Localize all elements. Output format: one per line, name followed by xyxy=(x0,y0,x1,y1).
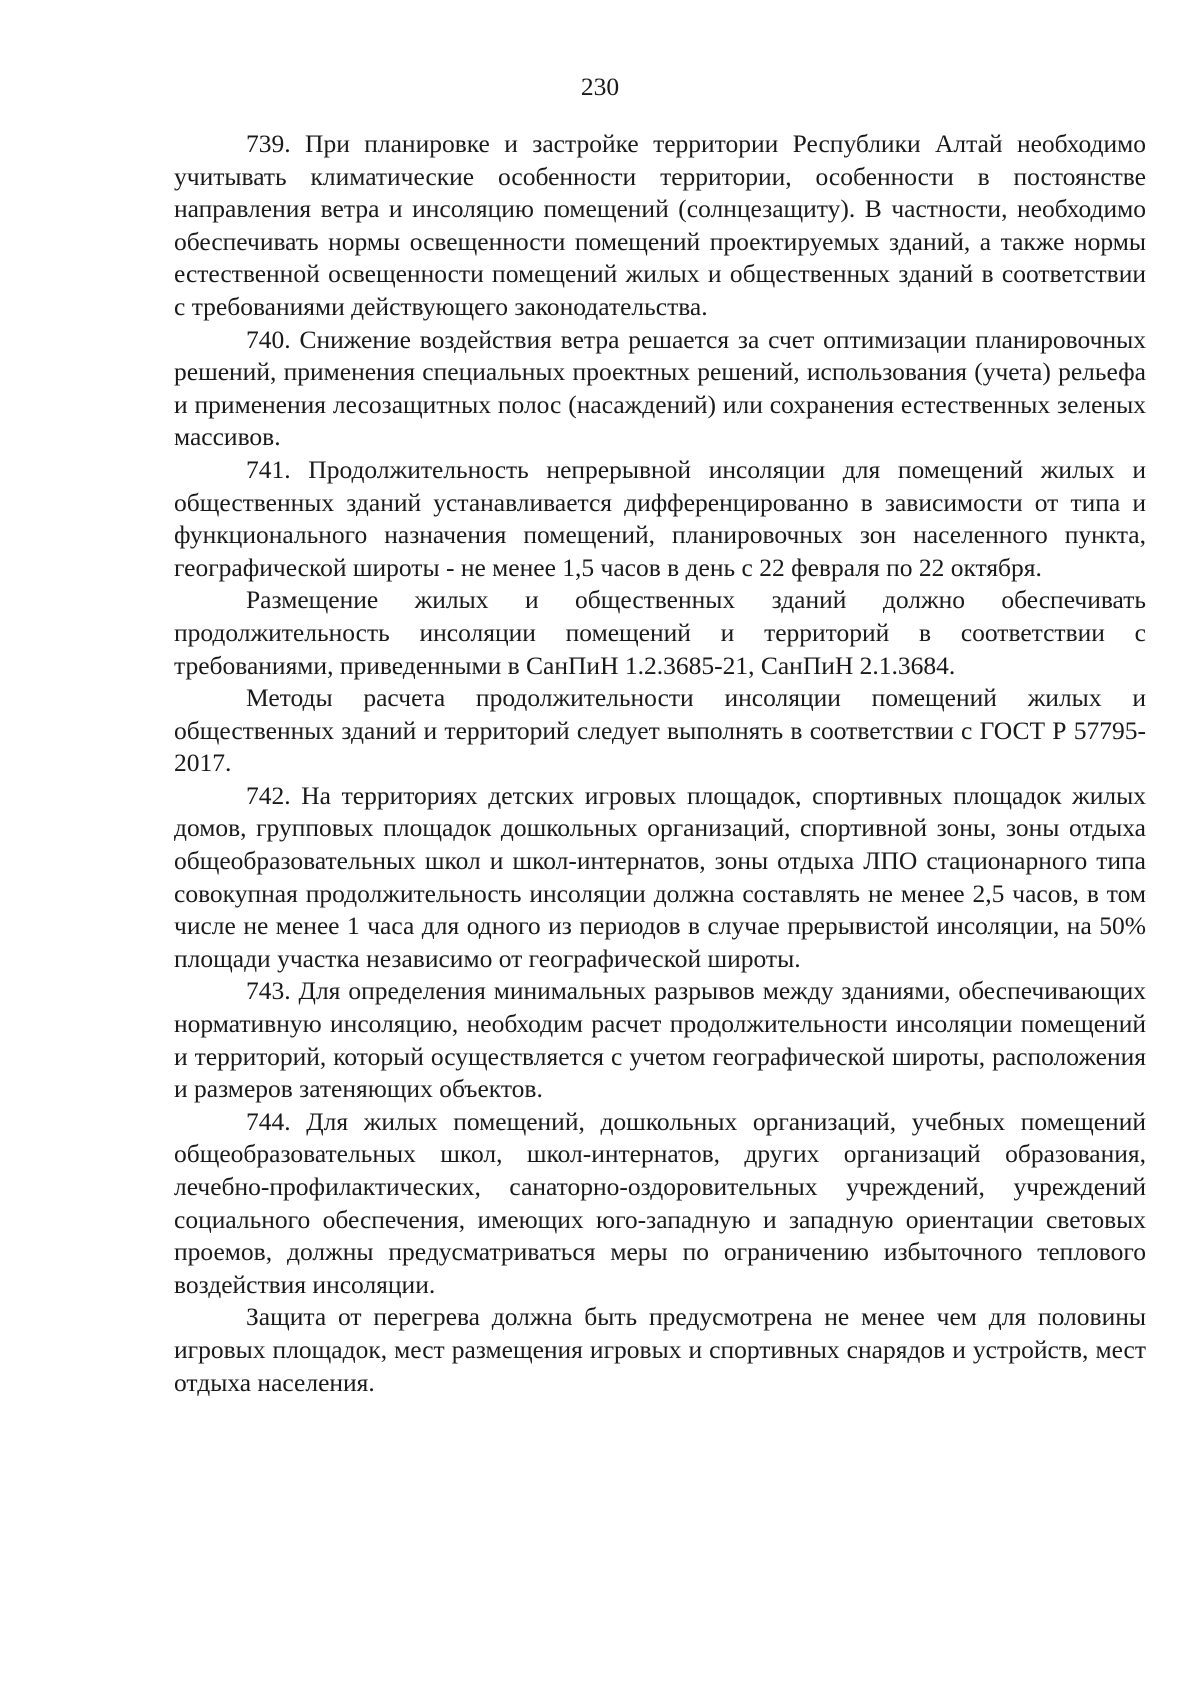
paragraph-739: 739. При планировке и застройке территории Республики Алтай необходимо учитывать климатические особенности территории, особенности в постоянстве направления ветра и инсоляцию помещений (солнцезащиту). В частности, необходимо обеспечивать нормы освещенности помещений проектируемых зданий, а также нормы естественной освещенности помещений жилых и общественных зданий в соответствии с требованиями действующего законодательства. xyxy=(174,129,1146,321)
paragraph-741-placement: Размещение жилых и общественных зданий должно обеспечивать продолжительность инсоляции помещений и территорий в соответствии с требованиями, приведенными в СанПиН 1.2.3685-21, СанПиН 2.1.3684. xyxy=(174,585,1146,680)
document-body xyxy=(174,128,1146,1399)
paragraph-741: 741. Продолжительность непрерывной инсоляции для помещений жилых и общественных зданий устанавливается дифференцированно в зависимости от типа и функционального назначения помещений, планировочных зон населенного пункта, географической широты - не менее 1,5 часов в день с 22 февраля по 22 октября. xyxy=(174,454,1146,582)
paragraph-743: 743. Для определения минимальных разрывов между зданиями, обеспечивающих нормативную инсоляцию, необходим расчет продолжительности инсоляции помещений и территорий, который осуществляется с учетом географической широты, расположения и размеров затеняющих объектов. xyxy=(174,976,1146,1104)
paragraph-740: 740. Снижение воздействия ветра решается за счет оптимизации планировочных решений, применения специальных проектных решений, использования (учета) рельефа и применения лесозащитных полос (насаждений) или сохранения естественных зеленых массивов. xyxy=(174,324,1146,452)
paragraph-744: 744. Для жилых помещений, дошкольных организаций, учебных помещений общеобразовательных школ, школ-интернатов, других организаций образования, лечебно-профилактических, санаторно-оздоровительных учреждений, учреждений социального обеспечения, имеющих юго-западную и западную ориентации световых проемов, должны предусматриваться меры по ограничению избыточного теплового воздействия инсоляции. xyxy=(174,1106,1146,1299)
paragraph-744-overheat: Защита от перегрева должна быть предусмотрена не менее чем для половины игровых площадок, мест размещения игровых и спортивных снарядов и устройств, мест отдыха населения. xyxy=(174,1302,1146,1397)
paragraph-741-methods: Методы расчета продолжительности инсоляции помещений жилых и общественных зданий и территорий следует выполнять в соответствии с ГОСТ Р 57795-2017. xyxy=(174,683,1146,778)
page-number: 230 xyxy=(580,72,620,101)
paragraph-742: 742. На территориях детских игровых площадок, спортивных площадок жилых домов, групповых площадок дошкольных организаций, спортивной зоны, зоны отдыха общеобразовательных школ и школ-интернатов, зоны отдыха ЛПО стационарного типа совокупная продолжительность инсоляции должна составлять не менее 2,5 часов, в том числе не менее 1 часа для одного из периодов в случае прерывистой инсоляции, на 50% площади участка независимо от географической широты. xyxy=(174,780,1146,973)
